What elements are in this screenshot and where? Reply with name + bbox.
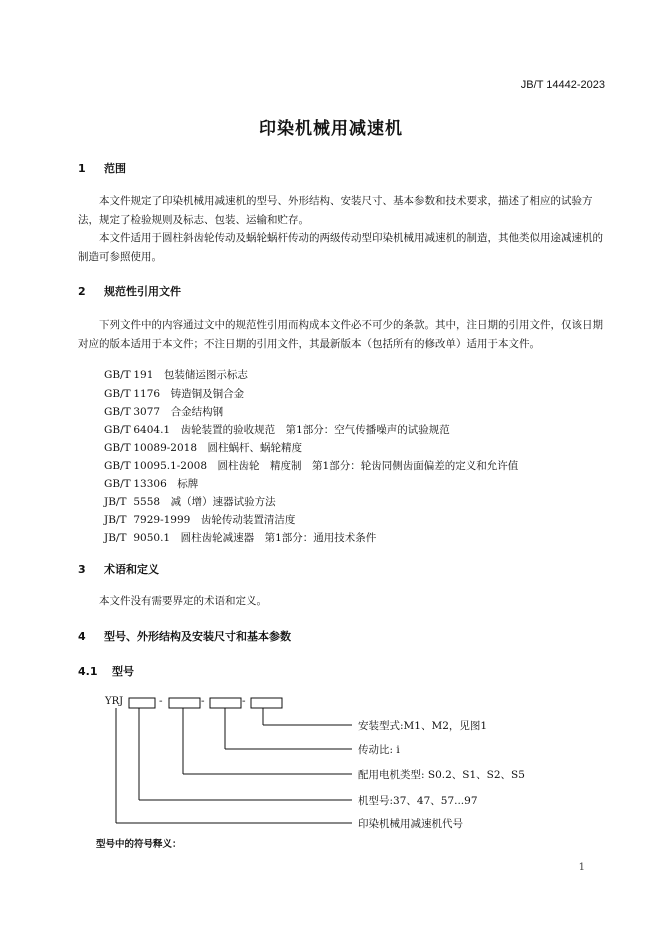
model-label: 机型号:37、47、57...97 — [358, 795, 478, 807]
section-title: 规范性引用文件 — [104, 285, 181, 298]
page-number: 1 — [578, 862, 585, 873]
ref-code: GB/T — [104, 478, 131, 490]
ref-code: GB/T — [104, 460, 131, 472]
paragraph: 下列文件中的内容通过文中的规范性引用而构成本文件必不可少的条款。其中，注日期的引用文件，仅该日期对应的版本适用于本文件；不注日期的引用文件，其最新版本（包括所有的修改单）适用于本文件。 — [78, 319, 603, 350]
ref-text: 1176 铸造铜及铜合金 — [133, 388, 245, 400]
paragraph: 本文件适用于圆柱斜齿轮传动及蜗轮蜗杆传动的两级传动型印染机械用减速机的制造，其他类似用途减速机的制造可参照使用。 — [78, 232, 603, 263]
section-number: 2 — [78, 285, 86, 298]
paragraph: 本文件没有需要界定的术语和定义。 — [99, 595, 267, 607]
model-box-4 — [251, 698, 282, 708]
ref-text: 3077 合金结构钢 — [133, 406, 224, 418]
symbol-explanation-caption: 型号中的符号释义： — [96, 839, 182, 850]
ref-code: GB/T — [104, 424, 131, 436]
ref-code: GB/T — [104, 406, 131, 418]
ref-text: 10095.1-2008 圆柱齿轮 精度制 第1部分：轮齿同侧齿面偏差的定义和允许值 — [133, 460, 519, 472]
section-title: 型号 — [112, 665, 134, 678]
ref-text: 6404.1 齿轮装置的验收规范 第1部分：空气传播噪声的试验规范 — [133, 424, 450, 436]
ref-text: 10089-2018 圆柱蜗杆、蜗轮精度 — [133, 442, 303, 454]
document-title: 印染机械用减速机 — [259, 119, 403, 139]
model-label: 安装型式:M1、M2，见图1 — [358, 720, 488, 732]
section-title: 型号、外形结构及安装尺寸和基本参数 — [104, 630, 291, 643]
model-label: 配用电机类型: S0.2、S1、S2、S5 — [358, 769, 525, 781]
standard-number: JB/T 14442-2023 — [520, 79, 605, 91]
section-number: 3 — [78, 563, 86, 576]
model-box-1 — [129, 698, 155, 708]
ref-code: GB/T — [104, 442, 131, 454]
model-box-3 — [210, 698, 241, 708]
model-dash: - — [201, 695, 205, 707]
ref-text: 13306 标牌 — [133, 478, 199, 490]
model-dash: - — [159, 695, 163, 707]
ref-code: GB/T — [104, 369, 131, 381]
paragraph: 本文件规定了印染机械用减速机的型号、外形结构、安装尺寸、基本参数和技术要求，描述了相应的试验方法，规定了检验规则及标志、包装、运输和贮存。 — [78, 195, 593, 226]
section-title: 范围 — [104, 162, 126, 175]
ref-code: JB/T — [104, 532, 127, 544]
section-number: 4.1 — [78, 665, 98, 678]
ref-text: 5558 减（增）速器试验方法 — [133, 496, 276, 508]
ref-code: JB/T — [104, 514, 127, 526]
model-label: 印染机械用减速机代号 — [358, 818, 463, 830]
ref-text: 9050.1 圆柱齿轮减速器 第1部分：通用技术条件 — [133, 532, 377, 544]
model-box-2 — [169, 698, 200, 708]
section-number: 1 — [78, 162, 86, 175]
ref-text: 7929-1999 齿轮传动装置清洁度 — [133, 514, 296, 526]
section-title: 术语和定义 — [104, 563, 159, 576]
ref-text: 191 包装储运图示标志 — [133, 369, 248, 381]
ref-code: JB/T — [104, 496, 127, 508]
model-dash: - — [242, 695, 246, 707]
section-number: 4 — [78, 630, 86, 643]
model-prefix: YRJ — [105, 696, 124, 707]
model-label: 传动比: i — [358, 744, 400, 756]
ref-code: GB/T — [104, 388, 131, 400]
